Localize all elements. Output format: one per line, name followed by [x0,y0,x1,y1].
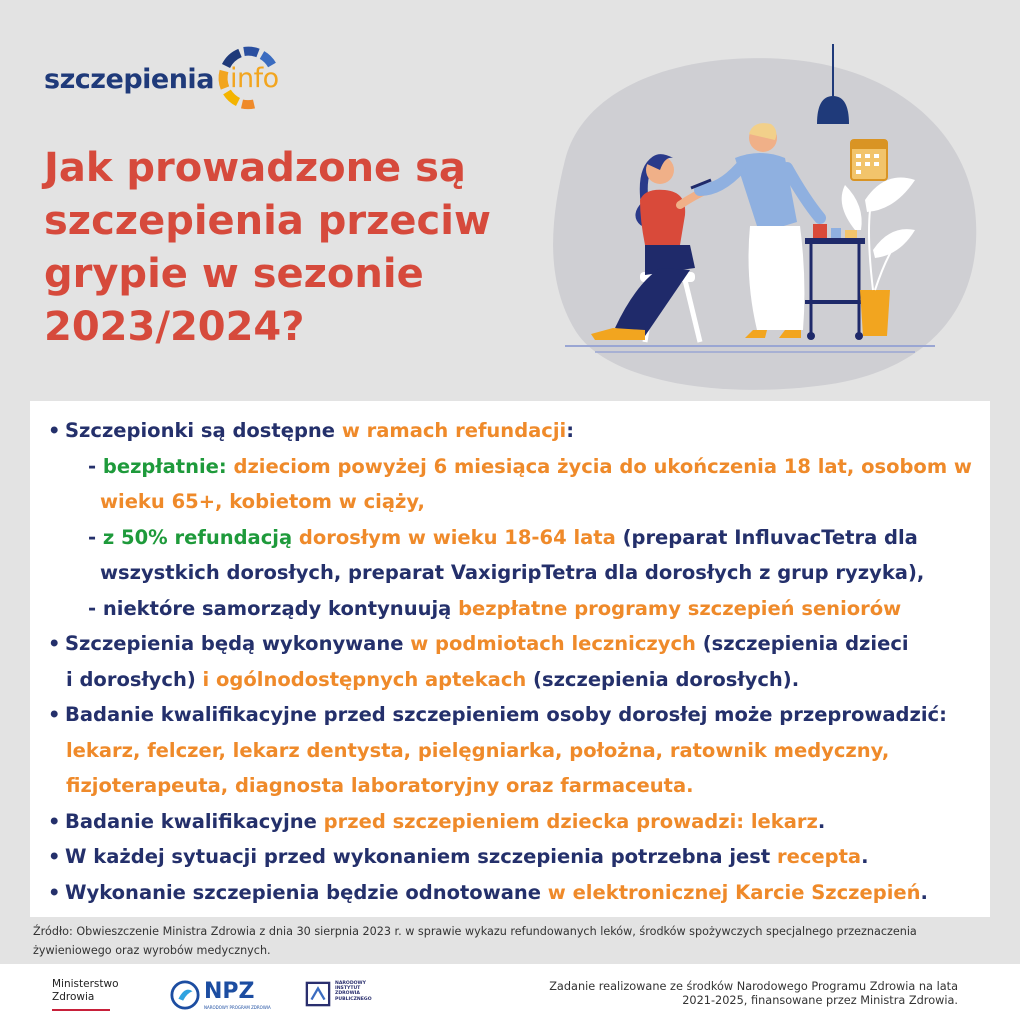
highlight: recepta [777,845,862,868]
list-continuation: lekarz, felczer, lekarz dentysta, pielęgniarka, położna, ratownik medyczny, [66,738,890,762]
text: W każdej sytuacji przed wykonaniem szczepienia potrzebna jest [65,845,777,868]
page-title: Jak prowadzone są szczepienia przeciw grypie w sezonie 2023/2024? [44,145,491,350]
text: . [861,845,869,868]
highlight: dzieciom powyżej 6 miesiąca życia do ukończenia 18 lat, osobom w [226,454,972,478]
calendar-icon [851,140,887,180]
bullet: • [48,632,61,655]
sub-list-continuation: wszystkich dorosłych, preparat VaxigripTetra dla dorosłych z grup ryzyka), [100,561,925,584]
ministry-logo [52,978,119,1004]
dash: - [88,525,103,549]
text: (szczepienia dzieci [695,632,909,655]
highlight: w elektronicznej Karcie Szczepień [547,880,921,904]
list-item [48,697,978,733]
text: . [817,809,826,833]
logo-text-accent: info [230,63,279,94]
text: Badanie kwalifikacyjne przed szczepieniem osoby dorosłej może przeprowadzić: [65,703,947,726]
npz-text: NPZ [204,979,255,1004]
list-continuation: fizjoterapeuta, diagnosta laboratoryjny oraz farmaceuta. [66,774,694,797]
sub-list-continuation: wieku 65+, kobietom w ciąży, [100,490,425,513]
npz-icon [170,980,200,1010]
funding-note: Zadanie realizowane ze środków Narodowego Programu Zdrowia na lata 2021-2025, finansowane przez Ministra Zdrowia. [549,980,958,1007]
nizp-logo [305,978,375,1012]
bullet: • [48,809,61,833]
nizp-text: NARODOWY INSTYTUT ZDROWIA PUBLICZNEGO [335,981,372,1002]
text: Badanie kwalifikacyjne [65,809,324,833]
source-note: Źródło: Obwieszczenie Ministra Zdrowia z dnia 30 sierpnia 2023 r. w sprawie wykazu refundowanych leków, środków spożywczych specjalnego przeznaczenia żywieniowego oraz wyrobów medycznych. [33,925,917,957]
ministry-logo-line [52,1009,110,1011]
highlight-green: z 50% refundacją [102,525,293,549]
list-item [48,875,978,911]
dash: - [88,454,103,478]
npz-subtitle: NARODOWY PROGRAM ZDROWIA [204,1005,271,1010]
logo-ring-icon [214,44,282,112]
bullet: • [48,880,61,904]
text: Szczepienia będą wykonywane [65,632,411,655]
text: . [920,880,928,904]
list-item [48,626,978,662]
bullet: • [48,845,61,868]
text: Szczepionki są dostępne [65,419,342,442]
sub-list-item [48,520,978,556]
sub-list-item [48,449,978,485]
bullet: • [48,419,61,442]
npz-logo [170,978,271,1012]
text: i dorosłych) [66,667,203,691]
ministry-name: Ministerstwo Zdrowia [52,978,119,1003]
text: : [566,419,575,442]
text: - niektóre samorządy kontynuują [88,596,459,620]
text: Wykonanie szczepienia będzie odnotowane [65,880,548,904]
highlight-green: bezpłatnie: [102,454,227,478]
list-item [48,804,978,840]
highlight: przed szczepieniem dziecka prowadzi: lekarz [323,809,818,833]
footer [0,964,1020,1024]
highlight: w ramach refundacji [341,419,567,442]
highlight: bezpłatne programy szczepień seniorów [458,596,902,620]
text: (preparat InfluvacTetra dla [615,525,918,549]
vaccination-illustration [495,40,995,400]
text: (szczepienia dorosłych). [526,667,800,691]
highlight: w podmiotach leczniczych [410,632,696,655]
nizp-icon [305,981,331,1007]
highlight: i ogólnodostępnych aptekach [202,667,527,691]
logo-text [44,63,279,95]
bullet: • [48,703,61,726]
info-card [30,401,990,917]
sub-list-item [48,591,978,627]
logo-text-main: szczepienia [44,64,214,95]
list-item [48,413,978,449]
list-continuation [48,662,978,698]
highlight: dorosłym w wieku 18-64 lata [292,525,616,549]
info-list [48,413,978,910]
list-item [48,839,978,875]
